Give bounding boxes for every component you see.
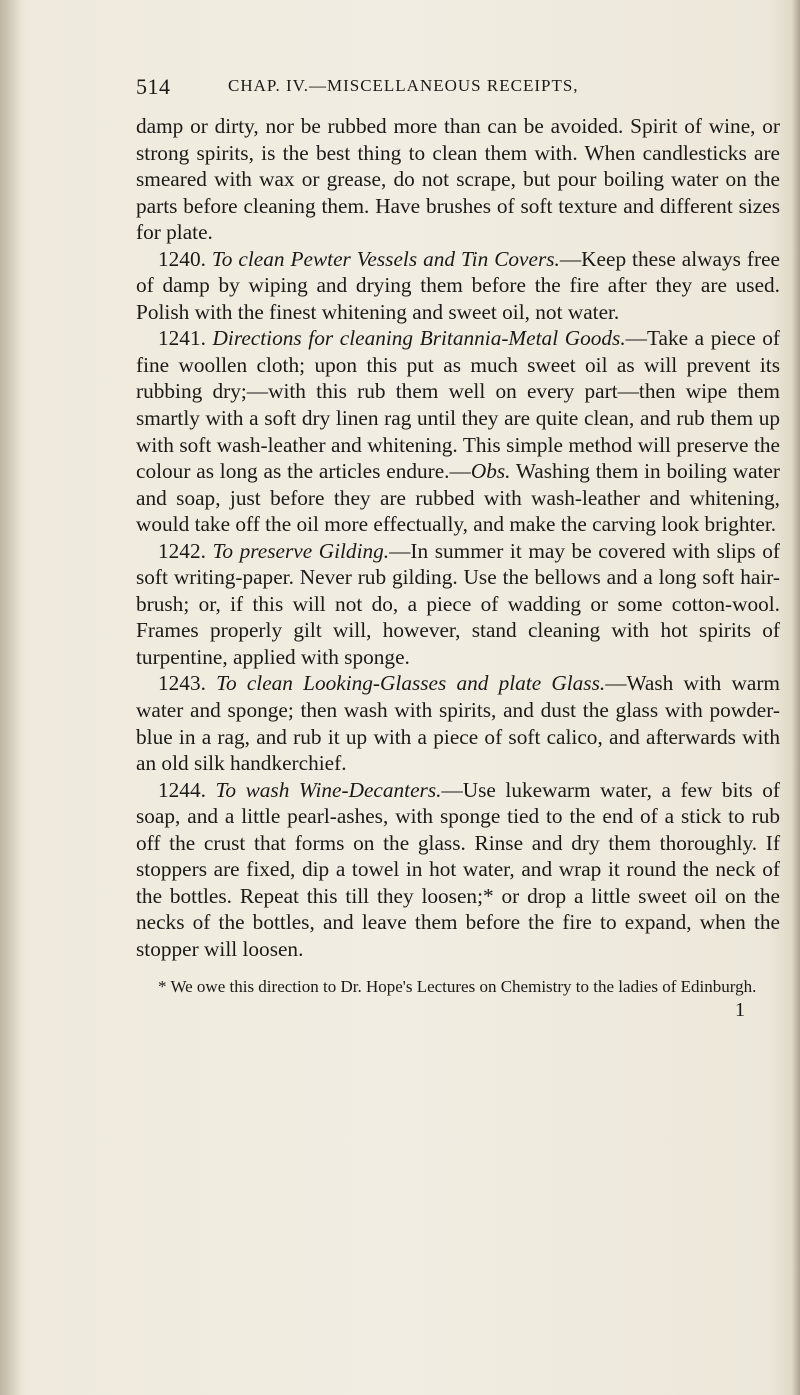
page-edge	[792, 0, 800, 1395]
paragraph-body: —Use lukewarm water, a few bits of soap, and a little pearl-ashes, with sponge tied to the end of a stick to rub off the crust that forms on the glass. Rinse and dry them thoroughly. If stoppers are fixed, dip a towel in hot water, and wrap it round the neck of the bottles. Repeat this till they loosen;* or drop a little sweet oil on the necks of the bottles, and leave them before the fire to expand, when the stopper will loosen.	[136, 777, 780, 961]
paragraph-title: To clean Pewter Vessels and Tin Covers.	[211, 246, 560, 271]
paragraph-number: 1240.	[158, 246, 206, 271]
paragraph-title: Directions for cleaning Britannia-Metal Goods.	[212, 326, 626, 351]
paragraph-number: 1243.	[158, 671, 206, 696]
paragraph-body: —Take a piece of fine woollen cloth; upon this put as much sweet oil as will prevent its rubbing dry;—with this rub them well on every part—then wipe them smartly with a soft dry linen rag until they are quite clean, and rub them up with soft wash-leather and whitening. This simple method will preserve the colour as long as the articles endure.—	[136, 326, 781, 484]
paragraph-body: —Wash with warm water and sponge; then wash with spirits, and dust the glass with powder-blue in a rag, and rub it up with a piece of soft calico, and afterwards with an old silk handkerchief.	[136, 671, 780, 776]
obs-text: Washing them in boiling water and soap, just before they are rubbed with wash-leather and whitening, would take off the oil more effectually, and make the carving look brighter.	[136, 459, 781, 537]
paragraph-1244	[136, 777, 780, 963]
paragraph-number: 1241.	[158, 326, 206, 351]
paragraph-1240	[136, 246, 780, 326]
signature-mark: 1	[735, 999, 745, 1021]
paragraph-body: damp or dirty, nor be rubbed more than can be avoided. Spirit of wine, or strong spirits, is the best thing to clean them with. When candlesticks are smeared with wax or grease, do not scrape, but pour boiling water on the parts before cleaning them. Have brushes of soft texture and different sizes for plate.	[136, 114, 780, 245]
paragraph-1241	[136, 325, 780, 537]
running-title: CHAP. IV.—MISCELLANEOUS RECEIPTS,	[228, 76, 579, 95]
binding-shadow	[0, 0, 22, 1395]
paragraph-number: 1242.	[158, 538, 206, 563]
obs-label: Obs.	[470, 459, 511, 484]
page-number: 514	[136, 74, 171, 99]
paragraph-title: To preserve Gilding.	[212, 538, 390, 563]
paragraph-continued	[136, 113, 780, 246]
paragraph-1242	[136, 538, 780, 671]
paragraph-body: —Keep these always free of damp by wiping and drying them before the fire after they are used. Polish with the finest whitening and sweet oil, not water.	[136, 246, 780, 324]
running-header	[136, 74, 736, 104]
footnote	[136, 977, 778, 997]
paragraph-number: 1244.	[158, 777, 206, 802]
body-text	[136, 113, 780, 963]
paragraph-title: To wash Wine-Decanters.	[215, 777, 442, 802]
paragraph-title: To clean Looking-Glasses and plate Glass.	[216, 671, 606, 696]
paragraph-1243	[136, 670, 780, 776]
footnote-text: * We owe this direction to Dr. Hope's Lectures on Chemistry to the ladies of Edinburgh.	[158, 977, 757, 996]
paragraph-body: —In summer it may be covered with slips of soft writing-paper. Never rub gilding. Use the bellows and a long soft hair-brush; or, if this will not do, a piece of wadding or some cotton-wool. Frames properly gilt will, however, stand cleaning with hot spirits of turpentine, applied with sponge.	[136, 538, 781, 669]
